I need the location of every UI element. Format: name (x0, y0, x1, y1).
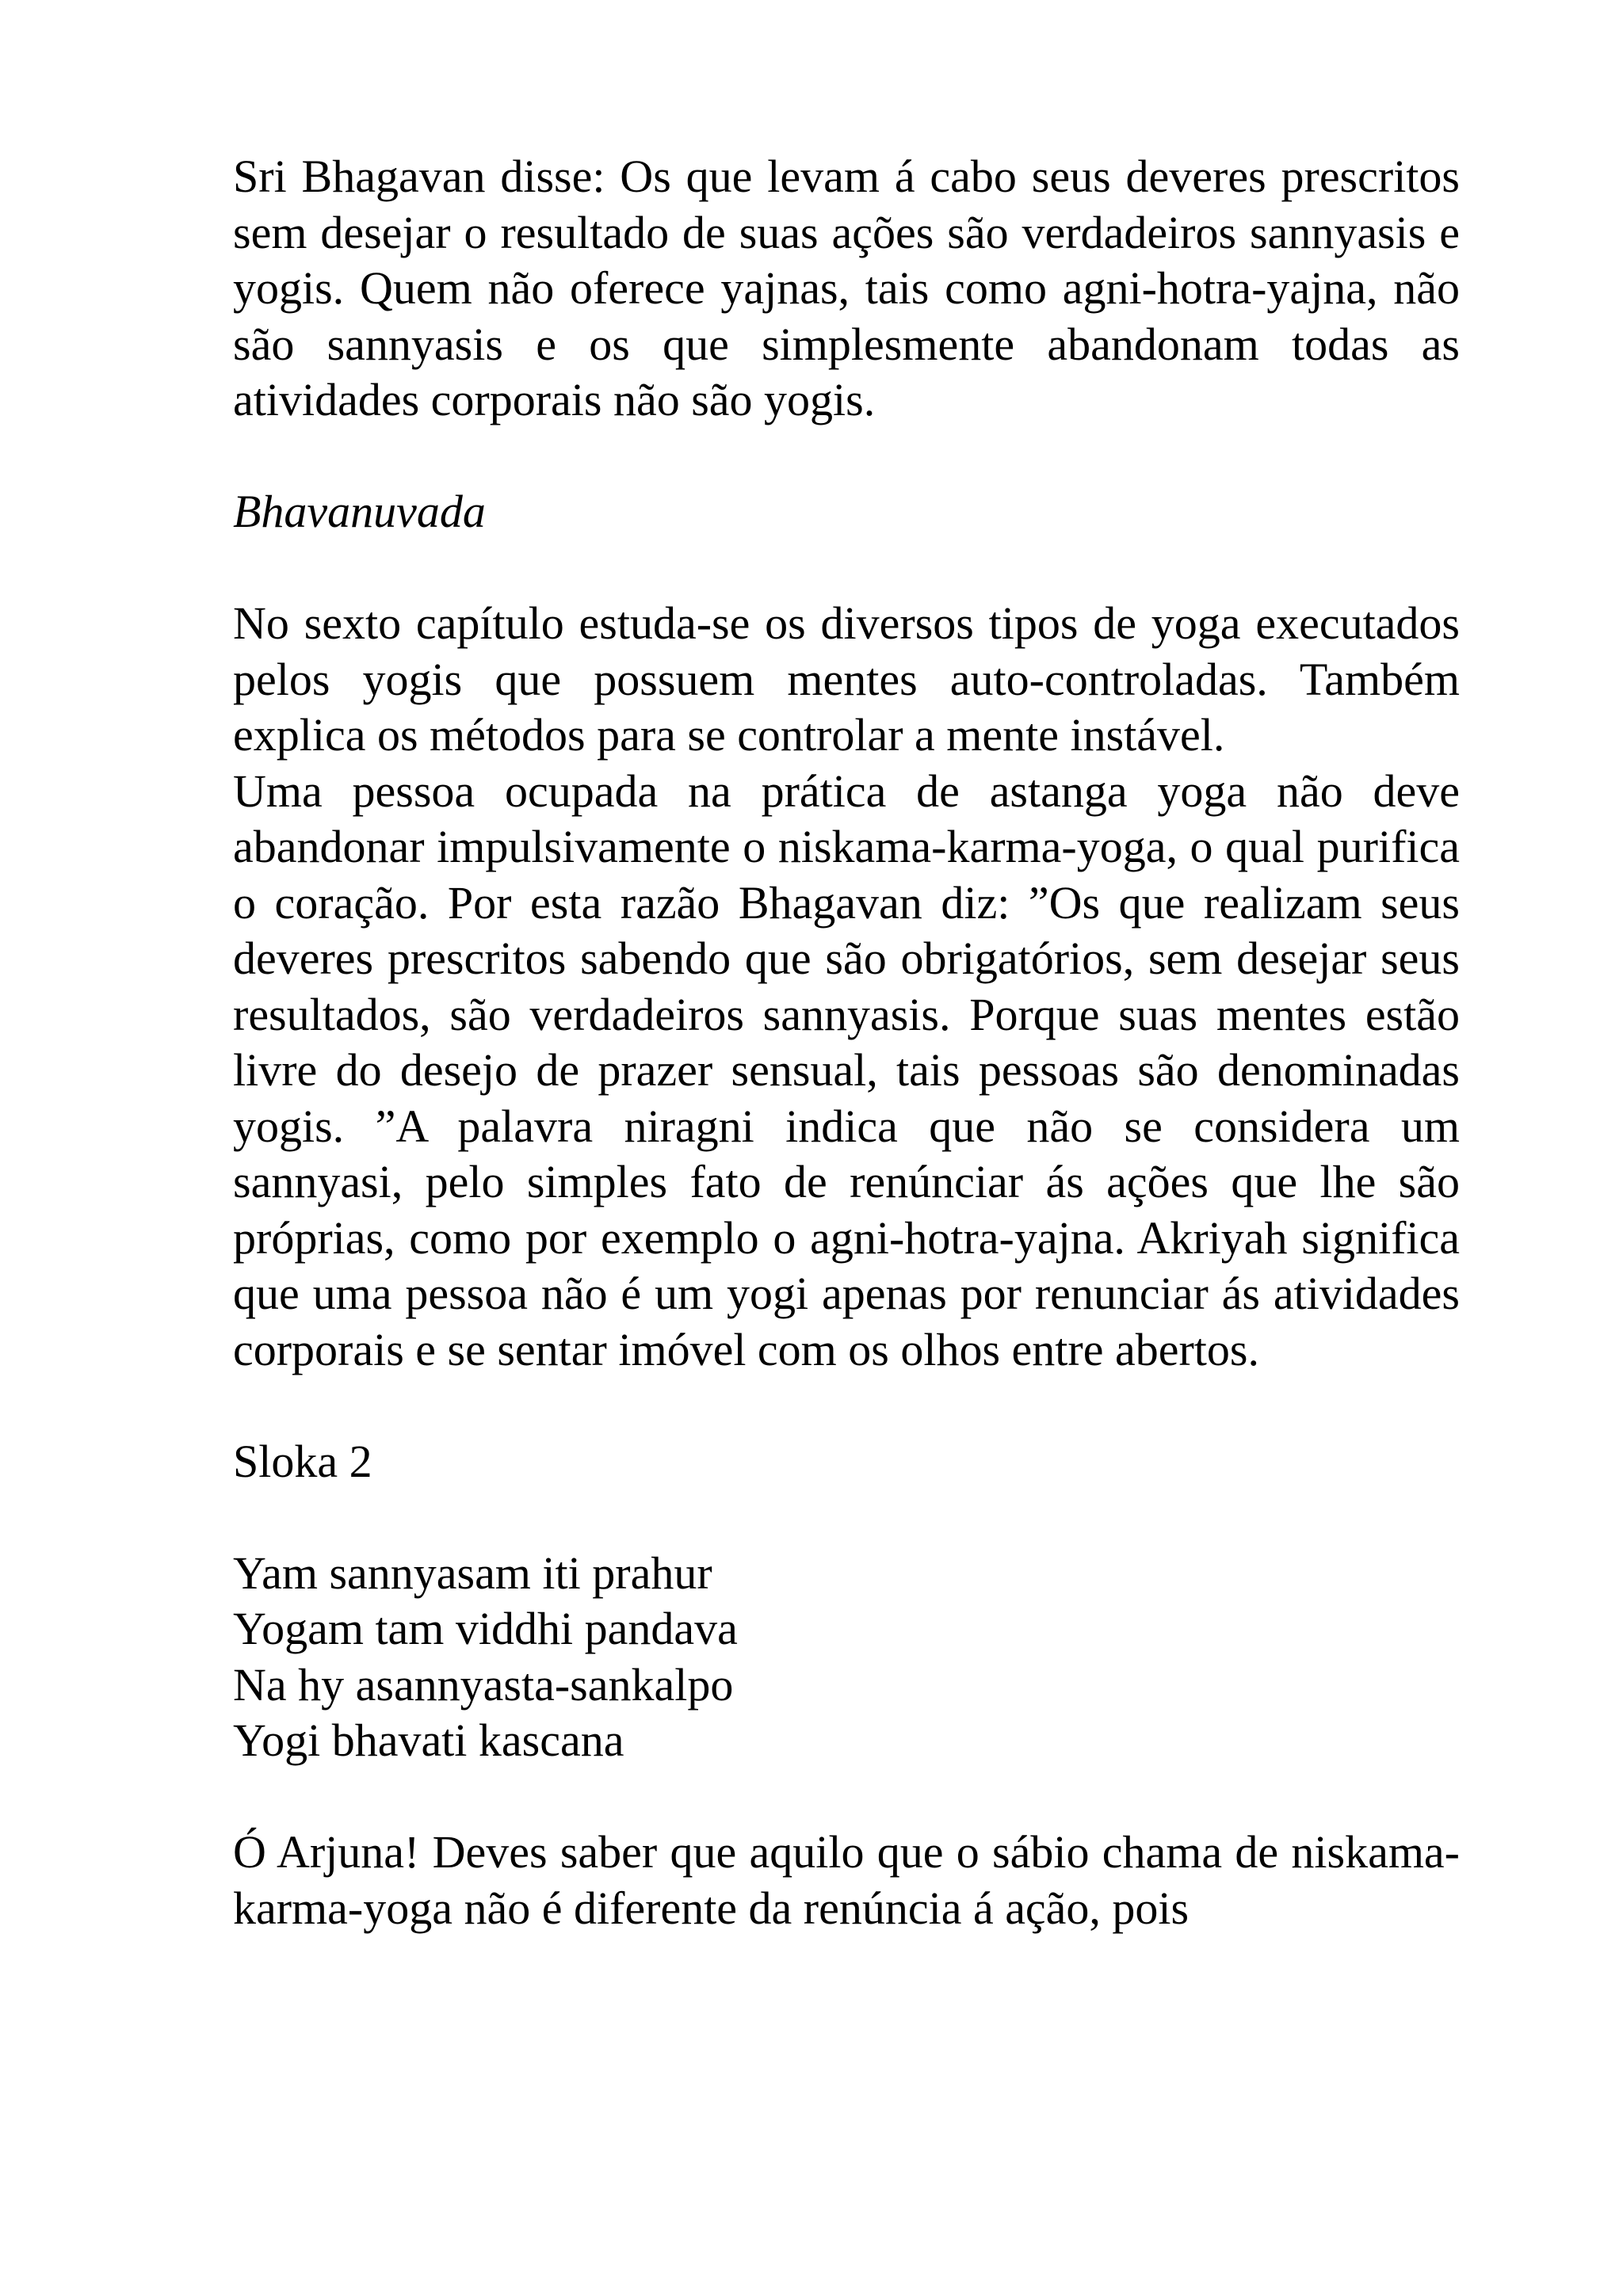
verse-line: Yogam tam viddhi pandava (233, 1603, 738, 1654)
paragraph-sri-bhagavan: Sri Bhagavan disse: Os que levam á cabo seus deveres prescritos sem desejar o resultado de suas ações são verdadeiros sannyasis e yogis. Quem não oferece yajnas, tais como agni-hotra-yajna, não são sannyasis e os que simplesmente abandonam todas as atividades corporais não são yogis. (233, 151, 1460, 425)
heading-bhavanuvada: Bhavanuvada (233, 486, 486, 537)
paragraph-sexto-capitulo: No sexto capítulo estuda-se os diversos tipos de yoga executados pelos yogis que possuem mentes auto-controladas. Também explica os métodos para se controlar a mente instável. (233, 597, 1460, 761)
verse-block (233, 1546, 1460, 1769)
verse-line: Yogi bhavati kascana (233, 1714, 624, 1766)
paragraph-arjuna: Ó Arjuna! Deves saber que aquilo que o sábio chama de niskama-karma-yoga não é diferente da renúncia á ação, pois (233, 1826, 1460, 1934)
paragraph-astanga-yoga: Uma pessoa ocupada na prática de astanga yoga não deve abandonar impulsivamente o niskama-karma-yoga, o qual purifica o coração. Por esta razão Bhagavan diz: ”Os que realizam seus deveres prescritos sabendo que são obrigatórios, sem desejar seus resultados, são verdadeiros sannyasis. Porque suas mentes estão livre do desejo de prazer sensual, tais pessoas são denominadas yogis. ”A palavra niragni indica que não se considera um sannyasi, pelo simples fato de renúnciar ás ações que lhe são próprias, como por exemplo o agni-hotra-yajna. Akriyah significa que uma pessoa não é um yogi apenas por renunciar ás atividades corporais e se sentar imóvel com os olhos entre abertos. (233, 765, 1460, 1375)
verse-line: Yam sannyasam iti prahur (233, 1547, 712, 1599)
document-body (233, 149, 1460, 1936)
heading-sloka-2: Sloka 2 (233, 1435, 372, 1487)
verse-line: Na hy asannyasta-sankalpo (233, 1658, 734, 1711)
